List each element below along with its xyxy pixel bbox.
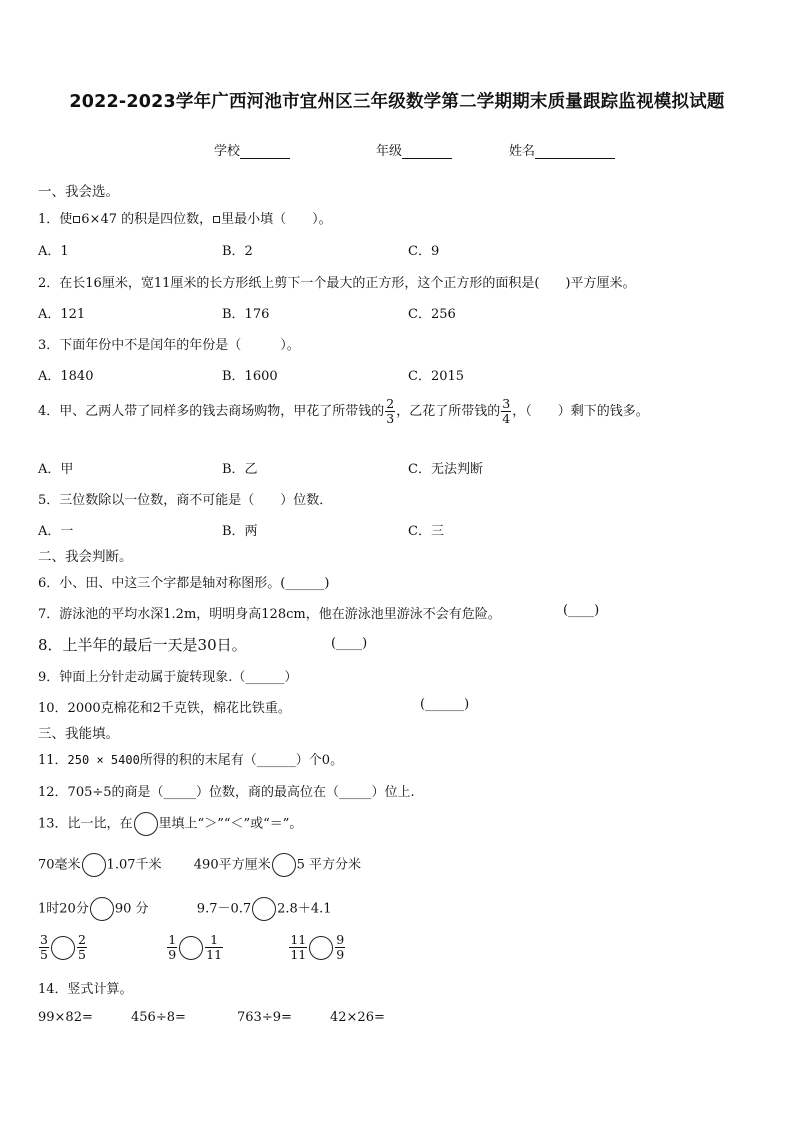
q1-text: 6×47 的积是四位数， [81,212,213,227]
fraction-3-4 [501,398,511,425]
compare-circle[interactable] [82,853,106,877]
numerator: 1 [168,932,177,947]
q4-middle: ，乙花了所带钱的 [396,404,501,419]
question-2: 2．在长16厘米，宽11厘米的长方形纸上剪下一个最大的正方形，这个正方形的面积是( )平方厘米。 [38,276,636,291]
name-field [509,140,615,159]
grade-label: 年级 [376,144,403,159]
fraction [167,934,177,961]
q11-expression: 250 × 5400 [67,753,140,767]
name-blank[interactable] [535,144,615,159]
section-judge: 二、我会判断。 [38,549,133,565]
q4-suffix: ，（ ）剩下的钱多。 [512,404,649,419]
calc-3: 763÷9= [237,1010,292,1025]
compare-circle[interactable] [309,936,333,960]
question-8: 8．上半年的最后一天是30日。 [38,636,247,654]
question-14: 14．竖式计算。 [38,982,133,997]
question-3: 3．下面年份中不是闰年的年份是（ ）。 [38,338,300,353]
q3-option-a[interactable]: A．1840 [38,369,94,384]
denominator: 9 [168,947,177,962]
q1-option-c[interactable]: C．9 [408,244,440,259]
grade-blank[interactable] [402,144,452,159]
compare-right: 1.07千米 [106,857,162,873]
numerator: 11 [290,932,307,947]
school-blank[interactable] [240,144,290,159]
q11-prefix: 11． [38,753,68,768]
compare-circle[interactable] [90,897,114,921]
fraction [77,934,87,961]
q5-option-c[interactable]: C．三 [408,524,444,539]
numerator: 3 [502,396,511,411]
q2-option-c[interactable]: C．256 [408,307,456,322]
question-10: 10．2000克棉花和2千克铁，棉花比铁重。 [38,701,291,716]
section-choice: 一、我会选。 [38,184,119,200]
fraction [289,934,307,961]
fraction-2-3 [385,398,395,425]
q1-option-b[interactable]: B．2 [222,244,253,259]
compare-row-2 [38,897,332,921]
compare-right: 90 分 [114,901,149,917]
q4-option-a[interactable]: A．甲 [38,462,74,477]
compare-left: 490平方厘米 [193,857,271,873]
q4-option-c[interactable]: C．无法判断 [408,462,483,477]
denominator: 9 [336,947,345,962]
grade-field [376,140,452,159]
numerator: 1 [210,932,219,947]
compare-circle[interactable] [179,936,203,960]
compare-circle[interactable] [252,897,276,921]
q8-answer[interactable]: (____) [331,636,368,651]
circle-icon [134,812,158,836]
q1-prefix: 1．使 [38,212,73,227]
denominator: 11 [290,947,307,962]
q13-text: 里填上“＞”“＜”或“＝”。 [158,816,303,832]
q4-option-b[interactable]: B．乙 [222,462,258,477]
q13-prefix: 13．比一比，在 [38,816,133,832]
q2-option-a[interactable]: A．121 [38,307,86,322]
question-13 [38,812,302,836]
question-7: 7．游泳池的平均水深1.2m，明明身高128cm，他在游泳池里游泳不会有危险。 [38,607,501,622]
calc-4: 42×26= [330,1010,385,1025]
compare-row-3 [38,934,346,961]
section-fill: 三、我能填。 [38,726,119,742]
denominator: 5 [40,947,48,962]
compare-right: 5 平方分米 [296,857,362,873]
fraction [335,934,345,961]
compare-left: 70毫米 [38,857,81,873]
compare-left: 1时20分 [38,901,89,917]
school-field [214,140,290,159]
question-1 [38,208,332,227]
denominator: 4 [502,411,511,426]
denominator: 3 [386,411,395,426]
box-icon [213,216,220,223]
q3-option-b[interactable]: B．1600 [222,369,278,384]
compare-right: 2.8＋4.1 [277,901,332,917]
compare-left: 9.7－0.7 [196,901,252,917]
box-icon [73,216,80,223]
numerator: 2 [77,932,86,947]
compare-circle[interactable] [272,853,296,877]
question-6: 6．小、田、中这三个字都是轴对称图形。(______) [38,576,330,591]
question-4 [38,398,649,425]
question-11 [38,749,343,768]
name-label: 姓名 [509,144,536,159]
q1-option-a[interactable]: A．1 [38,244,69,259]
calc-2: 456÷8= [131,1010,186,1025]
compare-row-1 [38,853,361,877]
q1-text-end: 里最小填（ ）。 [221,212,332,227]
q7-answer[interactable]: (____) [563,603,600,618]
q5-option-a[interactable]: A．一 [38,524,74,539]
q3-option-c[interactable]: C．2015 [408,369,465,384]
question-9: 9．钟面上分针走动属于旋转现象.（______） [38,670,298,685]
numerator: 3 [40,932,48,947]
fraction [39,934,49,961]
q10-answer[interactable]: (______) [420,697,470,712]
question-5: 5．三位数除以一位数，商不可能是（ ）位数． [38,493,333,508]
numerator: 9 [336,932,345,947]
q2-option-b[interactable]: B．176 [222,307,270,322]
question-12: 12．705÷5的商是（_____）位数，商的最高位在（_____）位上. [38,785,415,800]
school-label: 学校 [214,144,241,159]
fraction [205,934,223,961]
denominator: 11 [206,947,223,962]
q11-text: 所得的积的末尾有（______）个0。 [139,753,344,768]
numerator: 2 [386,396,395,411]
page-title: 2022-2023学年广西河池市宜州区三年级数学第二学期期末质量跟踪监视模拟试题 [69,92,725,112]
q5-option-b[interactable]: B．两 [222,524,258,539]
denominator: 5 [77,947,86,962]
q4-prefix: 4．甲、乙两人带了同样多的钱去商场购物，甲花了所带钱的 [38,404,385,419]
compare-circle[interactable] [51,936,75,960]
calc-1: 99×82= [38,1010,93,1025]
